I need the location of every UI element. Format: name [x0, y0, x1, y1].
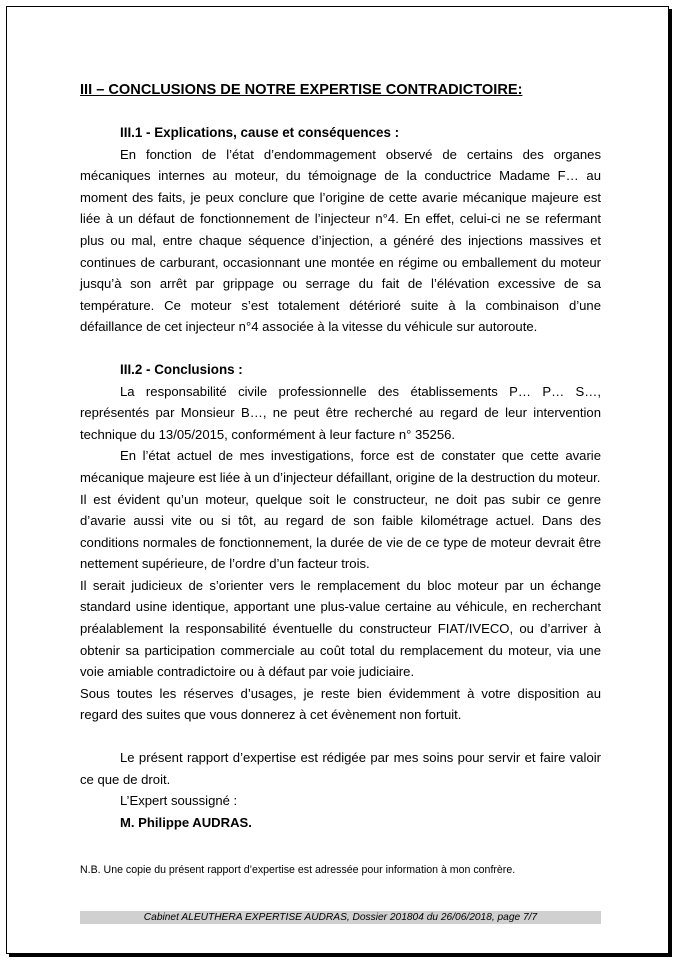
section-2-paragraph-3: Il est évident qu’un moteur, quelque soit le constructeur, ne doit pas subir ce genre d’avarie aussi vite ou si tôt, au regard de son faible kilométrage actuel. Dans des conditions normales de fonctionnement, la durée de vie de ce type de moteur devrait être nettement supérieure, de l’ordre d’un facteur trois.: [80, 491, 601, 572]
section-1-heading: III.1 - Explications, cause et conséquences :: [120, 125, 400, 140]
section-2-paragraph-2: En l’état actuel de mes investigations, force est de constater que cette avarie mécanique majeure est liée à un d’injecteur défaillant, origine de la destruction du moteur.: [80, 448, 601, 485]
document-title: III – CONCLUSIONS DE NOTRE EXPERTISE CONTRADICTOIRE:: [80, 82, 523, 98]
signature-name: M. Philippe AUDRAS.: [120, 814, 252, 830]
section-1-paragraph: En fonction de l’état d’endommagement observé de certains des organes mécaniques internes au moteur, du témoignage de la conductrice Madame F… au moment des faits, je peux conclure que l’origine de cette avarie mécanique majeure est liée à un défaut de fonctionnement de l’injecteur n°4. En effet, celui-ci ne se refermant plus ou mal, entre chaque séquence d’injection, a généré des injections massives et continues de carburant, occasionnant une montée en régime ou emballement du moteur jusqu’à son arrêt par grippage ou serrage du fait de l’élévation excessive de sa température. Ce moteur s’est totalement détérioré suite à la combinaison d’une défaillance de cet injecteur n°4 associée à la vitesse du véhicule sur autoroute.: [80, 146, 601, 335]
section-2-paragraph-5: Sous toutes les réserves d’usages, je reste bien évidemment à votre disposition au regard des suites que vous donnerez à cet évènement non fortuit.: [80, 685, 601, 723]
section-2-paragraph-4: Il serait judicieux de s’orienter vers le remplacement du bloc moteur par un échange standard usine identique, apportant une plus-value certaine au véhicule, en recherchant préalablement la responsabilité éventuelle du constructeur FIAT/IVECO, ou d’arriver à obtenir sa participation commerciale au coût total du remplacement du moteur, via une voie amiable contradictoire ou à défaut par voie judiciaire.: [80, 577, 601, 680]
page-footer: Cabinet ALEUTHERA EXPERTISE AUDRAS, Dossier 201804 du 26/06/2018, page 7/7: [80, 911, 601, 924]
nota-bene: N.B. Une copie du présent rapport d’expertise est adressée pour information à mon confrère.: [80, 864, 516, 876]
document-body: [80, 80, 601, 833]
section-2-heading: III.2 - Conclusions :: [120, 361, 243, 377]
signature-label: L’Expert soussigné :: [120, 793, 238, 809]
closing-paragraph: Le présent rapport d’expertise est rédigée par mes soins pour servir et faire valoir ce que de droit.: [80, 750, 601, 787]
section-2-paragraph-1: La responsabilité civile professionnelle des établissements P… P… S…, représentés par Monsieur B…, ne peut être recherché au regard de leur intervention technique du 13/05/2015, conformément à leur facture n° 35256.: [80, 383, 601, 442]
